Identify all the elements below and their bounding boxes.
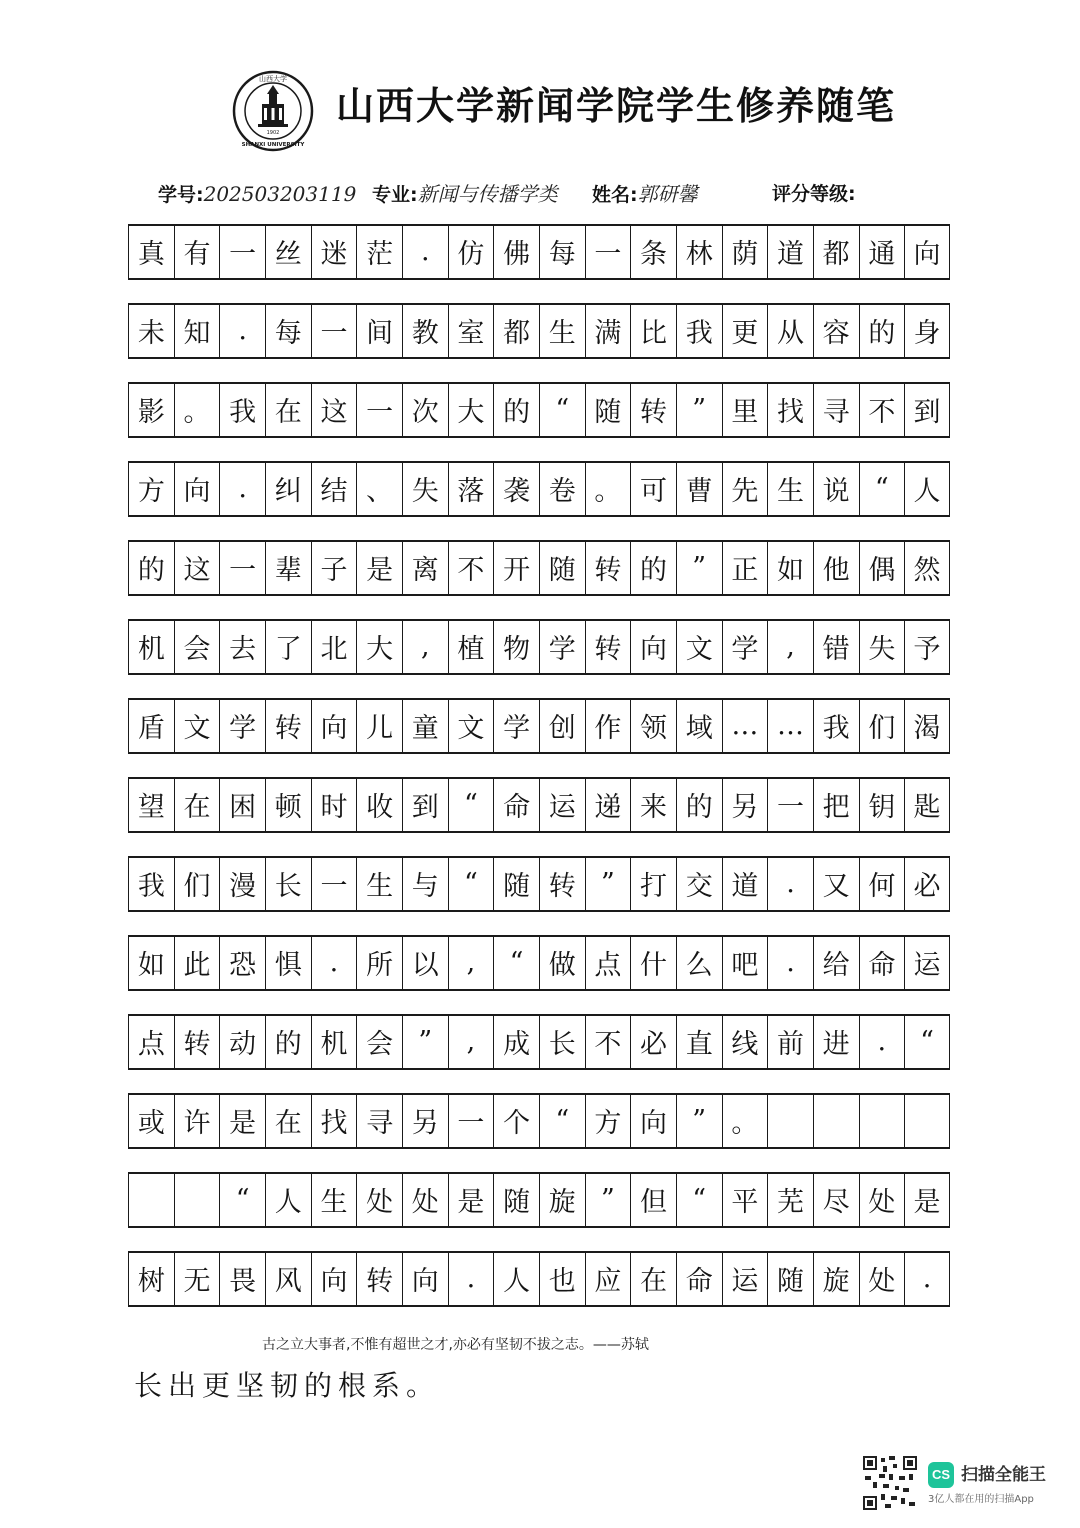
grid-cell: 随 [767, 1253, 813, 1305]
grid-cell: 的 [265, 1016, 311, 1068]
grid-cell [128, 1174, 174, 1226]
grid-cell: 命 [859, 937, 905, 989]
grid-cell: . [904, 1253, 950, 1305]
grid-cell: 未 [128, 305, 174, 357]
grid-cell: 从 [767, 305, 813, 357]
grid-cell: 学 [539, 621, 585, 673]
grid-row [128, 1014, 950, 1070]
student-id [158, 178, 356, 210]
grid-cell: 望 [128, 779, 174, 831]
grid-cell: 命 [493, 779, 539, 831]
university-emblem [232, 70, 314, 152]
grid-cell: 给 [813, 937, 859, 989]
grid-cell: 物 [493, 621, 539, 673]
grid-cell: 又 [813, 858, 859, 910]
grid-cell: 如 [767, 542, 813, 594]
grid-cell: 这 [311, 384, 357, 436]
grid-cell: . [219, 305, 265, 357]
grid-row [128, 461, 950, 517]
grid-cell: 转 [174, 1016, 220, 1068]
grid-cell: 童 [402, 700, 448, 752]
grid-cell: 在 [265, 1095, 311, 1147]
grid-cell: 大 [448, 384, 494, 436]
grid-cell: 处 [356, 1174, 402, 1226]
grid-cell: 条 [630, 226, 676, 278]
grid-cell [859, 1095, 905, 1147]
grid-cell: 通 [859, 226, 905, 278]
grid-cell: 辈 [265, 542, 311, 594]
grid-cell: 一 [767, 779, 813, 831]
grid-cell: 。 [174, 384, 220, 436]
grid-cell: 身 [904, 305, 950, 357]
grid-cell: “ [493, 937, 539, 989]
grid-cell: 盾 [128, 700, 174, 752]
grid-cell: 寻 [356, 1095, 402, 1147]
grid-cell: 会 [356, 1016, 402, 1068]
grid-cell: “ [448, 779, 494, 831]
grid-cell: 离 [402, 542, 448, 594]
grid-cell: ” [585, 1174, 631, 1226]
grid-cell: 里 [722, 384, 768, 436]
grid-cell: 以 [402, 937, 448, 989]
grid-cell: 生 [539, 305, 585, 357]
grid-cell: 漫 [219, 858, 265, 910]
grid-cell [904, 1095, 950, 1147]
student-name [592, 178, 698, 210]
grid-cell: , [767, 621, 813, 673]
grid-cell: 什 [630, 937, 676, 989]
grid-cell: “ [904, 1016, 950, 1068]
grid-cell: 人 [493, 1253, 539, 1305]
grid-row [128, 698, 950, 754]
grid-cell: 长 [265, 858, 311, 910]
grid-cell: 寻 [813, 384, 859, 436]
grid-cell: 影 [128, 384, 174, 436]
grid-cell: 的 [493, 384, 539, 436]
grid-cell: 顿 [265, 779, 311, 831]
grid-cell: 树 [128, 1253, 174, 1305]
grid-cell: 前 [767, 1016, 813, 1068]
grid-cell: 满 [585, 305, 631, 357]
grid-cell: 或 [128, 1095, 174, 1147]
grid-cell: . [219, 463, 265, 515]
grid-row [128, 1172, 950, 1228]
grid-cell: 风 [265, 1253, 311, 1305]
grid-cell: 人 [265, 1174, 311, 1226]
grid-cell: 学 [219, 700, 265, 752]
grid-cell: 许 [174, 1095, 220, 1147]
grid-cell: 把 [813, 779, 859, 831]
grid-cell: 无 [174, 1253, 220, 1305]
grid-cell: 在 [174, 779, 220, 831]
grid-cell: 也 [539, 1253, 585, 1305]
grid-cell: 林 [676, 226, 722, 278]
grid-cell: 道 [722, 858, 768, 910]
grid-cell: 有 [174, 226, 220, 278]
grid-cell: 向 [630, 1095, 676, 1147]
grid-cell: … [722, 700, 768, 752]
grid-cell: 知 [174, 305, 220, 357]
grid-cell: 惧 [265, 937, 311, 989]
grid-row [128, 303, 950, 359]
grid-cell: , [448, 937, 494, 989]
emblem-bottom-text: SHANXI UNIVERSITY [241, 142, 305, 148]
grid-cell: 们 [859, 700, 905, 752]
grid-row [128, 224, 950, 280]
camscanner-logo-icon: CS [928, 1462, 954, 1488]
grid-cell: 的 [128, 542, 174, 594]
grid-cell: 处 [859, 1253, 905, 1305]
grid-cell: 领 [630, 700, 676, 752]
grid-cell: 找 [767, 384, 813, 436]
grid-cell: 点 [585, 937, 631, 989]
grid-cell: 这 [174, 542, 220, 594]
grid-cell: 一 [448, 1095, 494, 1147]
grid-cell: 长 [539, 1016, 585, 1068]
grid-cell: 向 [174, 463, 220, 515]
grid-cell: 更 [722, 305, 768, 357]
grid-cell: 转 [539, 858, 585, 910]
grid-cell: 点 [128, 1016, 174, 1068]
grid-cell: 错 [813, 621, 859, 673]
grid-cell: 落 [448, 463, 494, 515]
grid-cell: 失 [859, 621, 905, 673]
grid-cell: 仿 [448, 226, 494, 278]
grid-cell: 钥 [859, 779, 905, 831]
grid-cell: 与 [402, 858, 448, 910]
grid-cell: . [767, 937, 813, 989]
grid-cell: 丝 [265, 226, 311, 278]
grid-cell: … [767, 700, 813, 752]
grid-cell: 转 [585, 542, 631, 594]
grid-row [128, 382, 950, 438]
grid-cell: 袭 [493, 463, 539, 515]
grid-cell: 每 [539, 226, 585, 278]
essay-final-line: 长出更坚韧的根系。 [134, 1369, 441, 1402]
grid-cell: 学 [722, 621, 768, 673]
grid-cell: 结 [311, 463, 357, 515]
grid-cell: 旋 [539, 1174, 585, 1226]
grid-cell: 运 [539, 779, 585, 831]
grid-cell [174, 1174, 220, 1226]
grid-cell: 纠 [265, 463, 311, 515]
grid-cell: 到 [402, 779, 448, 831]
grid-cell: “ [539, 1095, 585, 1147]
grid-cell: 来 [630, 779, 676, 831]
grid-cell: , [402, 621, 448, 673]
grid-cell: 文 [676, 621, 722, 673]
grid-cell: 植 [448, 621, 494, 673]
grid-cell: 作 [585, 700, 631, 752]
student-id-value: 202503203119 [203, 182, 357, 206]
grid-cell: 迷 [311, 226, 357, 278]
grid-cell: 我 [219, 384, 265, 436]
grid-cell: 动 [219, 1016, 265, 1068]
grid-cell: 说 [813, 463, 859, 515]
name-value: 郭研馨 [637, 182, 698, 206]
grid-cell: 一 [311, 305, 357, 357]
grid-cell: 佛 [493, 226, 539, 278]
camscanner-app-name: 扫描全能王 [961, 1465, 1046, 1485]
grid-cell: 旋 [813, 1253, 859, 1305]
grid-cell: 不 [585, 1016, 631, 1068]
grid-cell: 文 [448, 700, 494, 752]
grid-cell: 处 [859, 1174, 905, 1226]
grid-cell: 方 [585, 1095, 631, 1147]
grid-cell: 时 [311, 779, 357, 831]
grid-cell: 随 [539, 542, 585, 594]
grid-cell: 芜 [767, 1174, 813, 1226]
grid-cell: 生 [356, 858, 402, 910]
grid-cell: 另 [722, 779, 768, 831]
grid-cell: 渴 [904, 700, 950, 752]
grid-cell: . [767, 858, 813, 910]
grid-cell: 、 [356, 463, 402, 515]
grid-cell: 正 [722, 542, 768, 594]
grid-cell: 是 [448, 1174, 494, 1226]
grid-cell: 予 [904, 621, 950, 673]
grid-cell [813, 1095, 859, 1147]
grid-cell: 个 [493, 1095, 539, 1147]
grid-cell: 失 [402, 463, 448, 515]
grid-cell: 找 [311, 1095, 357, 1147]
grid-cell: 然 [904, 542, 950, 594]
grid-cell: 曹 [676, 463, 722, 515]
grid-cell: 必 [630, 1016, 676, 1068]
grid-row [128, 540, 950, 596]
grid-cell: 可 [630, 463, 676, 515]
grid-cell: 运 [904, 937, 950, 989]
grid-cell: 们 [174, 858, 220, 910]
major [372, 178, 558, 210]
grid-cell: 直 [676, 1016, 722, 1068]
grid-cell: 随 [493, 1174, 539, 1226]
emblem-year: 1902 [266, 130, 280, 136]
grid-cell: 人 [904, 463, 950, 515]
grid-cell: 转 [630, 384, 676, 436]
grid-cell: 偶 [859, 542, 905, 594]
grid-cell: 么 [676, 937, 722, 989]
grid-cell: 向 [311, 700, 357, 752]
grade [772, 178, 856, 210]
grid-row [128, 935, 950, 991]
emblem-top-text: 山西大学 [259, 75, 287, 83]
grid-cell: 转 [585, 621, 631, 673]
grid-cell: 我 [128, 858, 174, 910]
student-id-label: 学号: [158, 184, 204, 206]
grid-cell: 尽 [813, 1174, 859, 1226]
grid-cell: ” [676, 384, 722, 436]
grid-cell: 是 [356, 542, 402, 594]
grid-cell: 的 [859, 305, 905, 357]
grid-cell: 随 [493, 858, 539, 910]
grid-cell: ” [676, 1095, 722, 1147]
grid-cell: ” [676, 542, 722, 594]
writing-grid [128, 212, 950, 1318]
grid-cell: 向 [402, 1253, 448, 1305]
grid-cell: 的 [676, 779, 722, 831]
qr-code-icon [863, 1456, 917, 1510]
grid-cell: 不 [448, 542, 494, 594]
grid-cell: 成 [493, 1016, 539, 1068]
grid-cell: 机 [311, 1016, 357, 1068]
grid-cell: 向 [904, 226, 950, 278]
grid-cell: 生 [311, 1174, 357, 1226]
grid-cell: 方 [128, 463, 174, 515]
grid-cell: . [448, 1253, 494, 1305]
grid-cell: 域 [676, 700, 722, 752]
grid-cell: 不 [859, 384, 905, 436]
grade-label: 评分等级: [772, 183, 856, 205]
grid-cell: 做 [539, 937, 585, 989]
grid-cell: 应 [585, 1253, 631, 1305]
major-value: 新闻与传播学类 [417, 182, 558, 206]
grid-cell: 是 [904, 1174, 950, 1226]
grid-cell: 交 [676, 858, 722, 910]
grid-cell: 一 [219, 542, 265, 594]
grid-cell [767, 1095, 813, 1147]
grid-cell: 递 [585, 779, 631, 831]
grid-cell: 一 [311, 858, 357, 910]
grid-cell: 荫 [722, 226, 768, 278]
grid-cell: 运 [722, 1253, 768, 1305]
grid-cell: 创 [539, 700, 585, 752]
grid-cell: ” [402, 1016, 448, 1068]
grid-cell: 进 [813, 1016, 859, 1068]
grid-cell: 向 [311, 1253, 357, 1305]
grid-cell: 困 [219, 779, 265, 831]
grid-cell: 平 [722, 1174, 768, 1226]
grid-cell: 北 [311, 621, 357, 673]
grid-cell: 子 [311, 542, 357, 594]
grid-cell: 道 [767, 226, 813, 278]
grid-cell: 间 [356, 305, 402, 357]
grid-cell: 必 [904, 858, 950, 910]
grid-cell: 会 [174, 621, 220, 673]
grid-row [128, 777, 950, 833]
grid-cell: 茫 [356, 226, 402, 278]
grid-cell: 先 [722, 463, 768, 515]
grid-cell: 儿 [356, 700, 402, 752]
grid-cell: “ [448, 858, 494, 910]
grid-cell: 开 [493, 542, 539, 594]
grid-cell: 一 [585, 226, 631, 278]
grid-cell: 匙 [904, 779, 950, 831]
grid-cell: 我 [813, 700, 859, 752]
grid-cell: 转 [265, 700, 311, 752]
grid-row [128, 619, 950, 675]
grid-cell: “ [539, 384, 585, 436]
grid-cell: 生 [767, 463, 813, 515]
grid-cell: 线 [722, 1016, 768, 1068]
name-label: 姓名: [592, 184, 638, 206]
grid-cell: 畏 [219, 1253, 265, 1305]
grid-cell: 大 [356, 621, 402, 673]
grid-cell: 随 [585, 384, 631, 436]
grid-cell: 室 [448, 305, 494, 357]
grid-cell: 一 [356, 384, 402, 436]
grid-cell: “ [859, 463, 905, 515]
grid-cell: “ [676, 1174, 722, 1226]
grid-cell: 比 [630, 305, 676, 357]
footer-quote: 古之立大事者,不惟有超世之才,亦必有坚韧不拔之志。——苏轼 [262, 1337, 649, 1353]
grid-cell: 。 [722, 1095, 768, 1147]
grid-cell: . [859, 1016, 905, 1068]
grid-cell: 吧 [722, 937, 768, 989]
grid-cell: 机 [128, 621, 174, 673]
grid-cell: 都 [493, 305, 539, 357]
grid-row [128, 1251, 950, 1307]
grid-cell: 文 [174, 700, 220, 752]
grid-row [128, 1093, 950, 1149]
grid-cell: 一 [219, 226, 265, 278]
grid-cell: . [402, 226, 448, 278]
grid-cell: 恐 [219, 937, 265, 989]
camscanner-tagline: 3亿人都在用的扫描App [928, 1494, 1034, 1505]
grid-cell: 向 [630, 621, 676, 673]
grid-cell: 了 [265, 621, 311, 673]
grid-cell: 是 [219, 1095, 265, 1147]
grid-cell: 真 [128, 226, 174, 278]
grid-cell: ” [585, 858, 631, 910]
page-title: 山西大学新闻学院学生修养随笔 [336, 83, 897, 128]
grid-cell: , [448, 1016, 494, 1068]
grid-cell: 收 [356, 779, 402, 831]
grid-cell: 他 [813, 542, 859, 594]
grid-cell: 学 [493, 700, 539, 752]
grid-cell: 教 [402, 305, 448, 357]
grid-cell: 此 [174, 937, 220, 989]
grid-cell: 都 [813, 226, 859, 278]
grid-cell: 。 [585, 463, 631, 515]
grid-cell: 到 [904, 384, 950, 436]
grid-cell: 所 [356, 937, 402, 989]
grid-cell: 容 [813, 305, 859, 357]
grid-cell: 何 [859, 858, 905, 910]
grid-cell: 另 [402, 1095, 448, 1147]
grid-cell: 打 [630, 858, 676, 910]
grid-row [128, 856, 950, 912]
grid-cell: 我 [676, 305, 722, 357]
grid-cell: 在 [265, 384, 311, 436]
grid-cell: 卷 [539, 463, 585, 515]
grid-cell: 命 [676, 1253, 722, 1305]
major-label: 专业: [372, 184, 418, 206]
grid-cell: 去 [219, 621, 265, 673]
grid-cell: “ [219, 1174, 265, 1226]
grid-cell: 每 [265, 305, 311, 357]
grid-cell: 的 [630, 542, 676, 594]
grid-cell: 但 [630, 1174, 676, 1226]
grid-cell: 处 [402, 1174, 448, 1226]
grid-cell: 在 [630, 1253, 676, 1305]
grid-cell: 转 [356, 1253, 402, 1305]
grid-cell: 次 [402, 384, 448, 436]
grid-cell: 如 [128, 937, 174, 989]
grid-cell: . [311, 937, 357, 989]
